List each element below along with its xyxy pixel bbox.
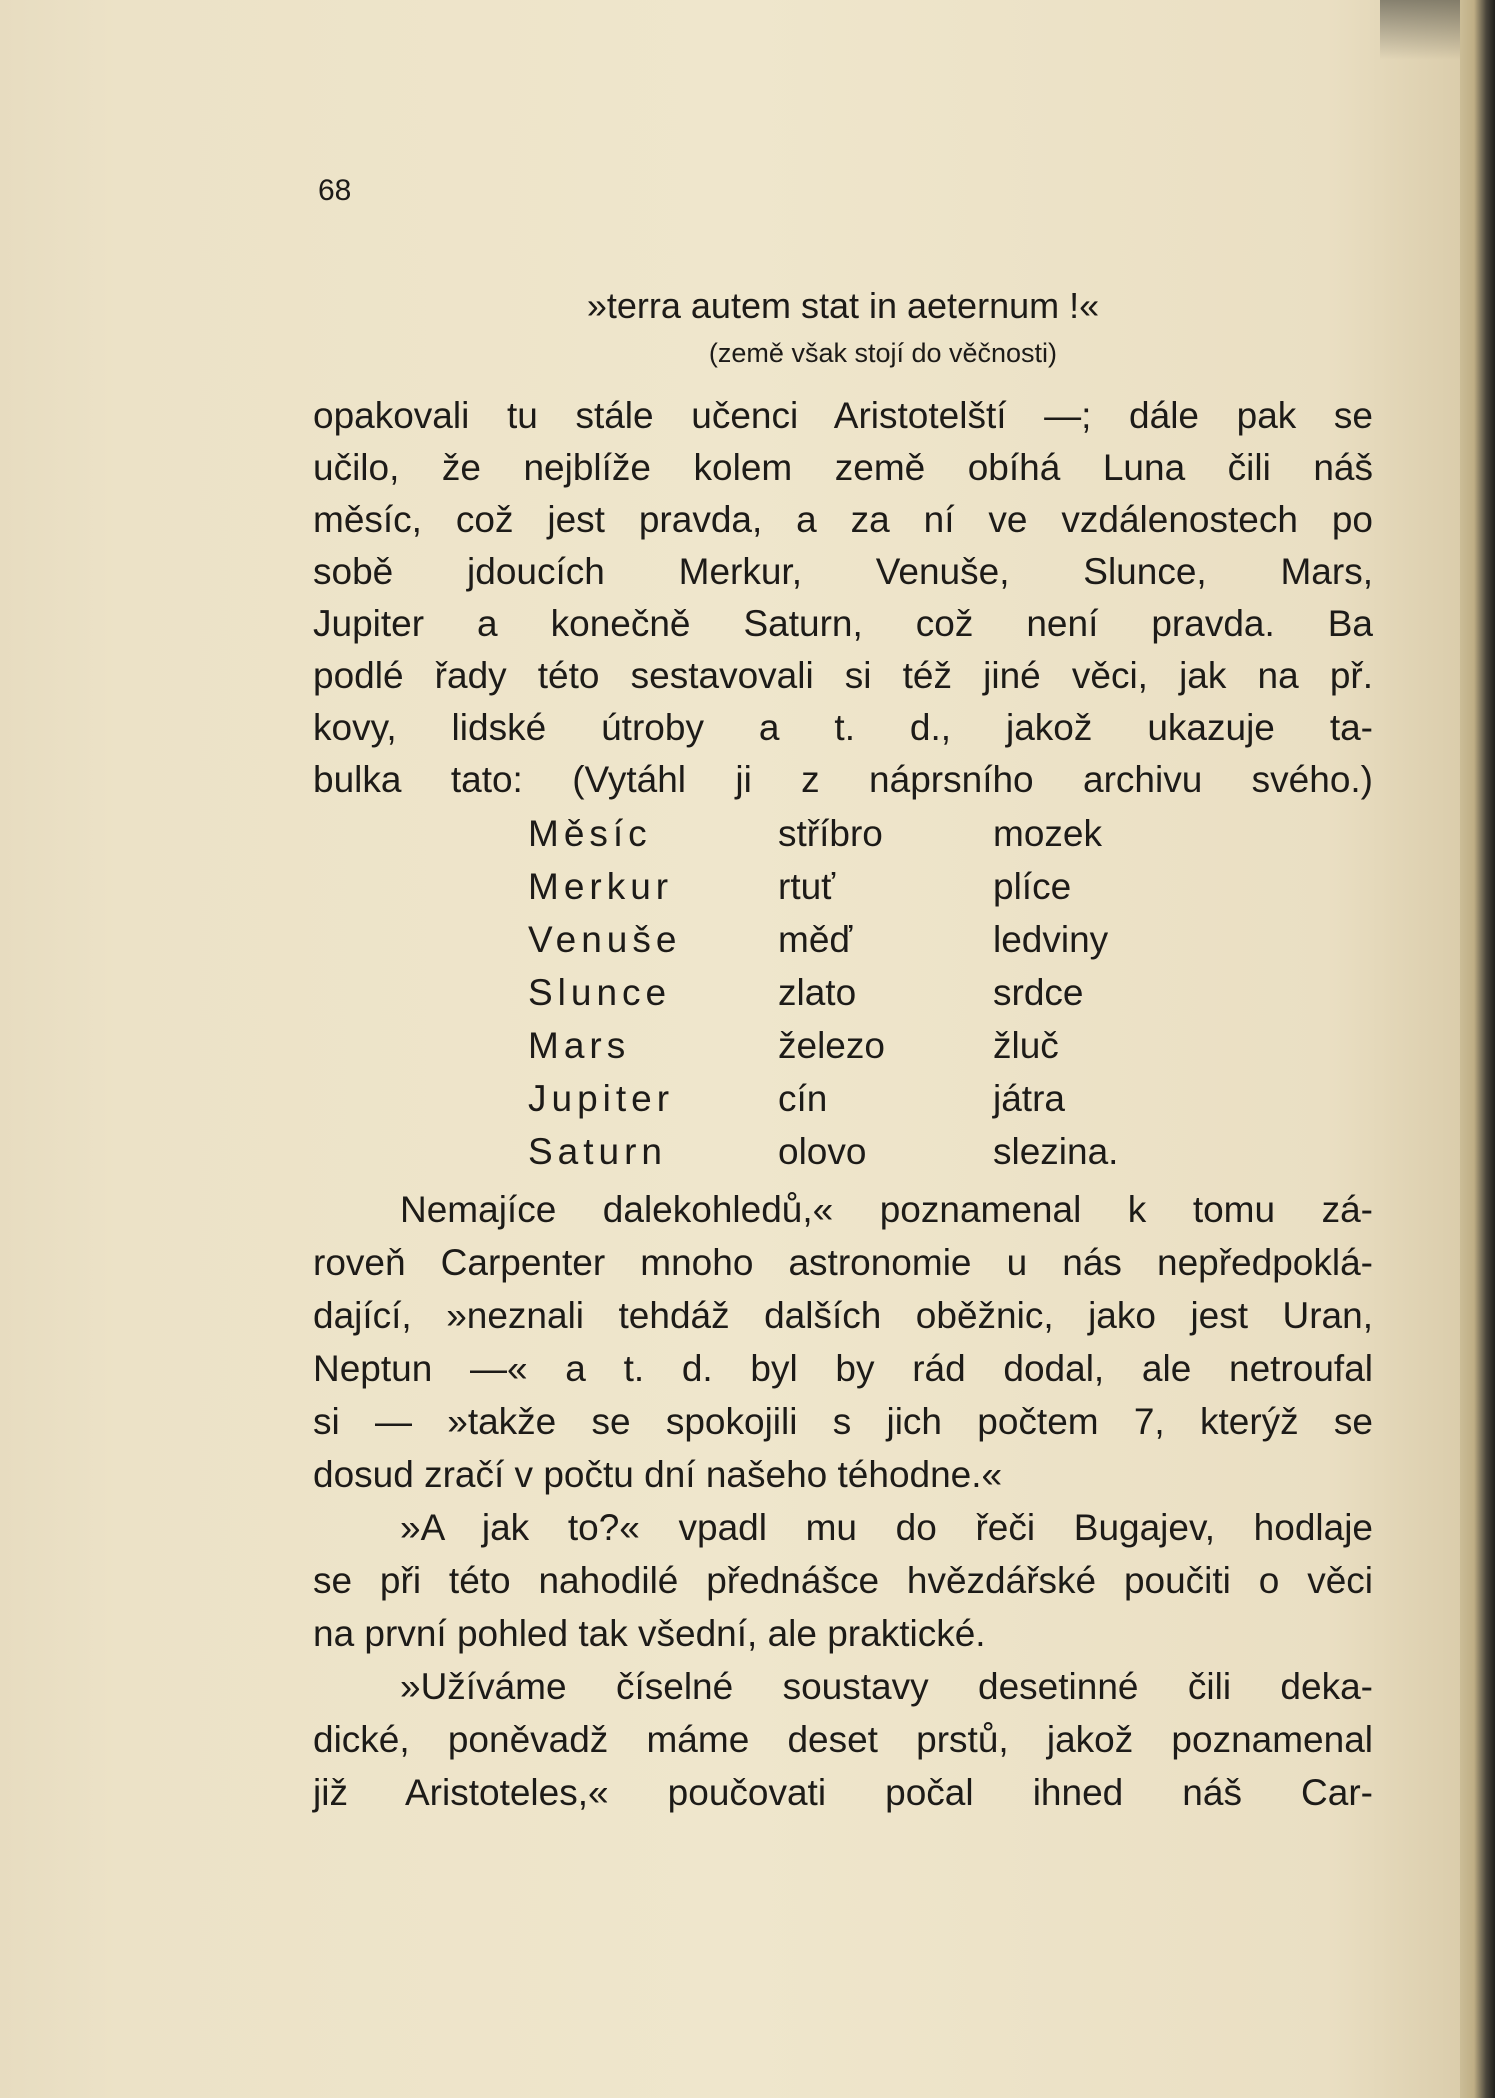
paragraph-line: dické, poněvadž máme deset prstů, jakož poznamenal xyxy=(313,1719,1373,1760)
paragraph-line: roveň Carpenter mnoho astronomie u nás nepředpoklá- xyxy=(313,1242,1373,1283)
planet-cell: Saturn xyxy=(528,1131,668,1172)
paragraph-line: »A jak to?« vpadl mu do řeči Bugajev, hodlaje xyxy=(400,1507,1373,1548)
quote-translation: (země však stojí do věčnosti) xyxy=(708,338,1058,368)
metal-cell: olovo xyxy=(778,1131,867,1172)
paragraph-line: kovy, lidské útroby a t. d., jakož ukazuje ta- xyxy=(313,707,1373,748)
table-row xyxy=(0,866,1475,918)
paragraph-line: opakovali tu stále učenci Aristotelští —; dále pak se xyxy=(313,395,1373,436)
paragraph-line: si — »takže se spokojili s jich počtem 7, kterýž se xyxy=(313,1401,1373,1442)
metal-cell: měď xyxy=(778,919,853,960)
organ-cell: žluč xyxy=(993,1025,1059,1066)
organ-cell: slezina. xyxy=(993,1131,1119,1172)
organ-cell: játra xyxy=(993,1078,1065,1119)
table-row xyxy=(0,1131,1475,1183)
metal-cell: železo xyxy=(778,1025,885,1066)
paragraph-line: se při této nahodilé přednášce hvězdářské poučiti o věci xyxy=(313,1560,1373,1601)
paragraph-line: sobě jdoucích Merkur, Venuše, Slunce, Mars, xyxy=(313,551,1373,592)
planet-cell: Jupiter xyxy=(528,1078,675,1119)
planet-cell: Měsíc xyxy=(528,813,652,854)
organ-cell: ledviny xyxy=(993,919,1109,960)
quote-latin: »terra autem stat in aeternum !« xyxy=(586,285,1100,326)
paragraph-line: podlé řady této sestavovali si též jiné věci, jak na př. xyxy=(313,655,1373,696)
page-number: 68 xyxy=(318,174,352,207)
table-row xyxy=(0,813,1475,865)
organ-cell: mozek xyxy=(993,813,1102,854)
table-row xyxy=(0,972,1475,1024)
paragraph-line: učilo, že nejblíže kolem země obíhá Luna čili náš xyxy=(313,447,1373,488)
paragraph-line: bulka tato: (Vytáhl ji z náprsního archivu svého.) xyxy=(313,759,1373,800)
table-row xyxy=(0,1025,1475,1077)
paragraph-line: dající, »neznali tehdáž dalších oběžnic, jako jest Uran, xyxy=(313,1295,1373,1336)
table-row xyxy=(0,1078,1475,1130)
metal-cell: stříbro xyxy=(778,813,883,854)
paragraph-line: »Užíváme číselné soustavy desetinné čili deka- xyxy=(400,1666,1373,1707)
paragraph-line: Jupiter a konečně Saturn, což není pravda. Ba xyxy=(313,603,1373,644)
paragraph-line: měsíc, což jest pravda, a za ní ve vzdálenostech po xyxy=(313,499,1373,540)
planet-cell: Merkur xyxy=(528,866,674,907)
page-edge-shadow xyxy=(1460,0,1495,2098)
paragraph-line: Neptun —« a t. d. byl by rád dodal, ale netroufal xyxy=(313,1348,1373,1389)
metal-cell: cín xyxy=(778,1078,828,1119)
paragraph-line: již Aristoteles,« poučovati počal ihned náš Car- xyxy=(313,1772,1373,1813)
paragraph-line: na první pohled tak všední, ale praktické. xyxy=(313,1613,986,1654)
planet-cell: Venuše xyxy=(528,919,682,960)
table-row xyxy=(0,919,1475,971)
paragraph-line: dosud zračí v počtu dní našeho téhodne.« xyxy=(313,1454,1003,1495)
planet-cell: Slunce xyxy=(528,972,672,1013)
planet-cell: Mars xyxy=(528,1025,631,1066)
metal-cell: zlato xyxy=(778,972,857,1013)
metal-cell: rtuť xyxy=(778,866,836,907)
organ-cell: srdce xyxy=(993,972,1084,1013)
organ-cell: plíce xyxy=(993,866,1072,907)
paragraph-line: Nemajíce dalekohledů,« poznamenal k tomu zá- xyxy=(400,1189,1373,1230)
